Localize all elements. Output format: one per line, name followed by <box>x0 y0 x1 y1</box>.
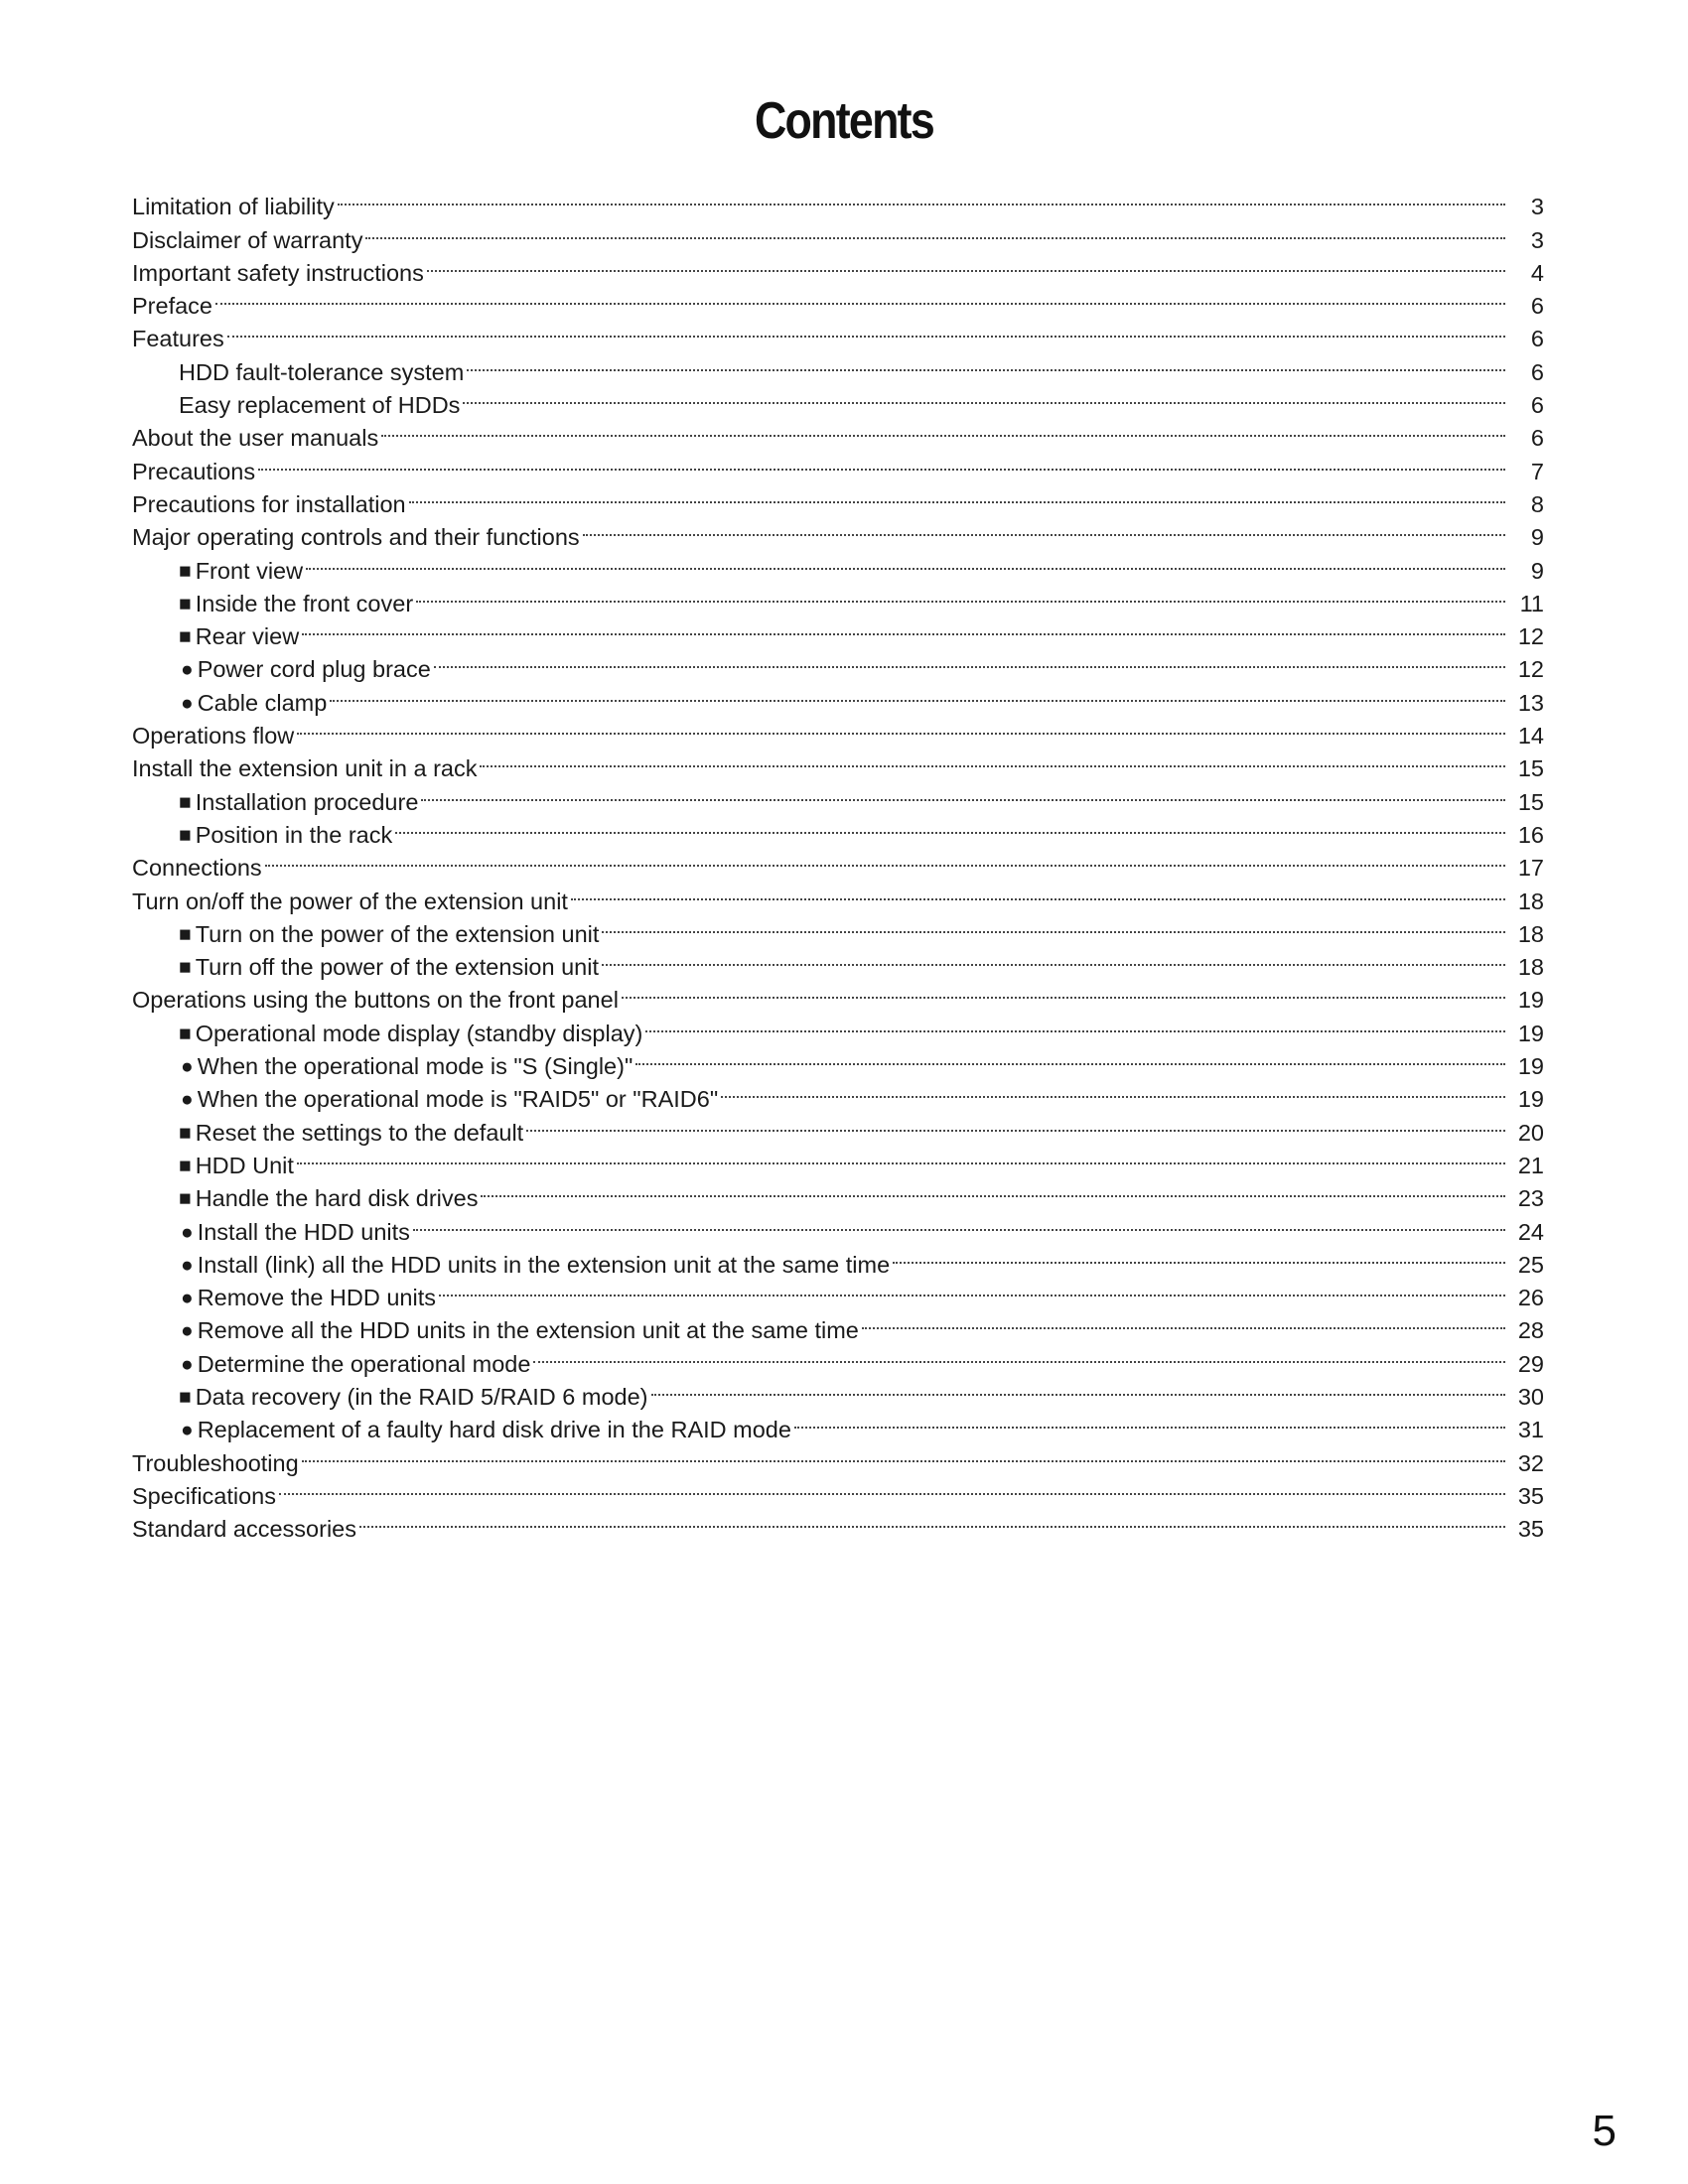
toc-entry-page: 35 <box>1517 1482 1544 1509</box>
dot-leader <box>330 677 1505 710</box>
dot-leader <box>395 810 1505 843</box>
toc-entry-page: 6 <box>1530 293 1544 320</box>
dot-leader <box>409 479 1505 512</box>
square-bullet-icon: ■ <box>179 956 192 980</box>
circle-bullet-icon: ● <box>181 1220 194 1244</box>
dot-leader <box>862 1305 1505 1338</box>
toc-entry-label: Operational mode display (standby display) <box>195 1020 643 1046</box>
circle-bullet-icon: ● <box>181 658 194 682</box>
toc-entry-label: Turn on/off the power of the extension unit <box>132 887 568 914</box>
dot-leader <box>302 1437 1505 1470</box>
toc-entry-label: Features <box>132 326 224 352</box>
toc-entry-label: Power cord plug brace <box>197 656 431 683</box>
toc-entry[interactable] <box>132 677 1544 716</box>
dot-leader <box>439 1273 1505 1305</box>
toc-entry-page: 19 <box>1517 1020 1544 1046</box>
toc-entry[interactable] <box>132 281 1544 320</box>
toc-entry[interactable] <box>132 314 1544 352</box>
dot-leader <box>481 1173 1505 1206</box>
toc-entry[interactable] <box>132 843 1544 882</box>
toc-entry-label: Reset the settings to the default <box>195 1119 524 1146</box>
toc-entry[interactable] <box>132 744 1544 782</box>
toc-entry-page: 6 <box>1530 425 1544 452</box>
toc-entry-page: 6 <box>1530 392 1544 419</box>
toc-entry-page: 3 <box>1530 194 1544 220</box>
dot-leader <box>721 1074 1505 1107</box>
toc-entry-page: 9 <box>1530 524 1544 551</box>
toc-entry-label: HDD Unit <box>195 1152 294 1178</box>
toc-entry-page: 6 <box>1530 326 1544 352</box>
dot-leader <box>413 1206 1505 1239</box>
toc-entry-page: 35 <box>1517 1516 1544 1543</box>
toc-entry-page: 3 <box>1530 226 1544 253</box>
toc-entry-label: Determine the operational mode <box>197 1350 531 1377</box>
table-of-contents <box>132 182 1544 1543</box>
toc-entry-label: Disclaimer of warranty <box>132 226 363 253</box>
dot-leader <box>635 1041 1505 1074</box>
dot-leader <box>416 579 1505 612</box>
toc-entry-label: Important safety instructions <box>132 259 424 286</box>
toc-entry-label: Remove all the HDD units in the extension unit at the same time <box>197 1317 859 1344</box>
toc-entry-page: 16 <box>1517 821 1544 848</box>
toc-entry-page: 23 <box>1517 1185 1544 1212</box>
dot-leader <box>893 1240 1505 1273</box>
toc-entry-label: Installation procedure <box>195 788 419 815</box>
dot-leader <box>794 1405 1505 1437</box>
toc-entry-label: Turn on the power of the extension unit <box>195 920 600 947</box>
toc-entry-page: 18 <box>1517 954 1544 981</box>
toc-entry-label: About the user manuals <box>132 425 379 452</box>
toc-entry-label: HDD fault-tolerance system <box>179 358 465 385</box>
toc-entry[interactable] <box>132 1141 1544 1178</box>
toc-entry-label: Data recovery (in the RAID 5/RAID 6 mode) <box>195 1383 648 1410</box>
dot-leader <box>427 248 1505 281</box>
square-bullet-icon: ■ <box>179 790 192 814</box>
toc-entry-label: Remove the HDD units <box>197 1285 437 1311</box>
dot-leader <box>645 1008 1505 1040</box>
toc-entry-page: 17 <box>1517 855 1544 882</box>
toc-entry-page: 15 <box>1517 788 1544 815</box>
square-bullet-icon: ■ <box>179 1154 192 1177</box>
toc-entry-page: 28 <box>1517 1317 1544 1344</box>
toc-entry-page: 14 <box>1517 723 1544 750</box>
toc-entry-label: Replacement of a faulty hard disk drive in the RAID mode <box>197 1417 791 1443</box>
toc-entry-label: Inside the front cover <box>195 590 414 616</box>
toc-entry-label: Install (link) all the HDD units in the extension unit at the same time <box>197 1251 891 1278</box>
toc-entry-label: Operations using the buttons on the front panel <box>132 987 619 1014</box>
toc-entry-label: Troubleshooting <box>132 1449 299 1476</box>
toc-entry-label: Preface <box>132 293 212 320</box>
dot-leader <box>651 1372 1506 1405</box>
dot-leader <box>533 1338 1505 1371</box>
dot-leader <box>583 512 1505 545</box>
toc-entry-label: Turn off the power of the extension unit <box>195 954 599 981</box>
toc-entry-page: 12 <box>1517 623 1544 650</box>
dot-leader <box>434 644 1505 677</box>
toc-entry-page: 12 <box>1517 656 1544 683</box>
toc-entry-label: Install the HDD units <box>197 1218 410 1245</box>
square-bullet-icon: ■ <box>179 823 192 847</box>
toc-entry-label: Connections <box>132 855 262 882</box>
toc-entry-page: 9 <box>1530 557 1544 584</box>
dot-leader <box>622 975 1505 1008</box>
dot-leader <box>297 1141 1505 1173</box>
circle-bullet-icon: ● <box>181 1088 194 1112</box>
circle-bullet-icon: ● <box>181 1253 194 1277</box>
toc-entry[interactable] <box>132 644 1544 683</box>
toc-entry[interactable] <box>132 479 1544 517</box>
toc-entry-page: 30 <box>1517 1383 1544 1410</box>
toc-entry-label: Front view <box>195 557 304 584</box>
toc-entry-page: 25 <box>1517 1251 1544 1278</box>
toc-entry-page: 18 <box>1517 920 1544 947</box>
page-number: 5 <box>1592 2107 1617 2155</box>
toc-entry[interactable] <box>132 876 1544 914</box>
circle-bullet-icon: ● <box>181 1419 194 1442</box>
square-bullet-icon: ■ <box>179 559 192 583</box>
toc-entry-page: 24 <box>1517 1218 1544 1245</box>
dot-leader <box>338 182 1505 214</box>
toc-entry-label: Major operating controls and their functions <box>132 524 580 551</box>
toc-entry[interactable] <box>132 1437 1544 1476</box>
page-title: Contents <box>754 92 934 150</box>
toc-entry-label: Position in the rack <box>195 821 393 848</box>
dot-leader <box>306 545 1505 578</box>
square-bullet-icon: ■ <box>179 592 192 615</box>
toc-entry-label: Easy replacement of HDDs <box>179 392 461 419</box>
toc-entry-page: 20 <box>1517 1119 1544 1146</box>
toc-entry-label: Precautions for installation <box>132 490 406 517</box>
circle-bullet-icon: ● <box>181 1352 194 1376</box>
circle-bullet-icon: ● <box>181 1287 194 1310</box>
dot-leader <box>297 711 1505 744</box>
toc-entry[interactable] <box>132 579 1544 616</box>
toc-entry-page: 19 <box>1517 1053 1544 1080</box>
toc-entry[interactable] <box>132 1504 1544 1543</box>
toc-entry-label: Standard accessories <box>132 1516 356 1543</box>
square-bullet-icon: ■ <box>179 625 192 649</box>
square-bullet-icon: ■ <box>179 1187 192 1211</box>
toc-entry-page: 4 <box>1530 259 1544 286</box>
toc-entry[interactable] <box>132 1471 1544 1509</box>
dot-leader <box>602 909 1505 942</box>
dot-leader <box>526 1107 1505 1140</box>
toc-entry-label: Precautions <box>132 458 256 484</box>
circle-bullet-icon: ● <box>181 691 194 715</box>
dot-leader <box>359 1504 1505 1537</box>
dot-leader <box>602 942 1505 975</box>
dot-leader <box>265 843 1505 876</box>
circle-bullet-icon: ● <box>181 1319 194 1343</box>
toc-entry-page: 19 <box>1517 1086 1544 1113</box>
toc-entry[interactable] <box>132 1173 1544 1212</box>
toc-entry-page: 21 <box>1517 1152 1544 1178</box>
toc-entry-page: 13 <box>1517 689 1544 716</box>
toc-entry-page: 8 <box>1530 490 1544 517</box>
toc-entry-page: 26 <box>1517 1285 1544 1311</box>
toc-entry-label: When the operational mode is "RAID5" or "RAID6" <box>197 1086 719 1113</box>
toc-entry-label: When the operational mode is "S (Single)" <box>197 1053 633 1080</box>
dot-leader <box>421 776 1505 809</box>
square-bullet-icon: ■ <box>179 1385 192 1409</box>
square-bullet-icon: ■ <box>179 1022 192 1045</box>
dot-leader <box>227 314 1505 346</box>
dot-leader <box>215 281 1505 314</box>
toc-entry-label: Cable clamp <box>197 689 328 716</box>
toc-entry[interactable] <box>132 214 1544 253</box>
toc-entry-label: Handle the hard disk drives <box>195 1185 479 1212</box>
square-bullet-icon: ■ <box>179 922 192 946</box>
toc-entry-label: Limitation of liability <box>132 194 335 220</box>
toc-entry[interactable] <box>132 346 1544 385</box>
toc-entry[interactable] <box>132 545 1544 584</box>
circle-bullet-icon: ● <box>181 1055 194 1079</box>
toc-entry-label: Install the extension unit in a rack <box>132 755 478 782</box>
dot-leader <box>480 744 1505 776</box>
toc-entry[interactable] <box>132 182 1544 220</box>
toc-entry[interactable] <box>132 612 1544 650</box>
toc-entry-label: Operations flow <box>132 723 295 750</box>
toc-entry-page: 6 <box>1530 358 1544 385</box>
toc-entry-page: 19 <box>1517 987 1544 1014</box>
dot-leader <box>302 612 1505 644</box>
toc-entry[interactable] <box>132 711 1544 750</box>
dot-leader <box>467 346 1505 379</box>
toc-entry-label: Specifications <box>132 1482 276 1509</box>
dot-leader <box>258 446 1505 478</box>
toc-entry-page: 7 <box>1530 458 1544 484</box>
dot-leader <box>365 214 1505 247</box>
dot-leader <box>571 876 1505 908</box>
square-bullet-icon: ■ <box>179 1121 192 1145</box>
dot-leader <box>381 413 1505 446</box>
toc-entry-label: Rear view <box>195 623 300 650</box>
toc-entry-page: 15 <box>1517 755 1544 782</box>
toc-entry-page: 32 <box>1517 1449 1544 1476</box>
toc-entry-page: 18 <box>1517 887 1544 914</box>
dot-leader <box>463 380 1505 413</box>
toc-entry-page: 11 <box>1519 590 1544 616</box>
toc-entry-page: 31 <box>1517 1417 1544 1443</box>
toc-entry-page: 29 <box>1517 1350 1544 1377</box>
toc-entry[interactable] <box>132 446 1544 484</box>
dot-leader <box>279 1471 1505 1504</box>
